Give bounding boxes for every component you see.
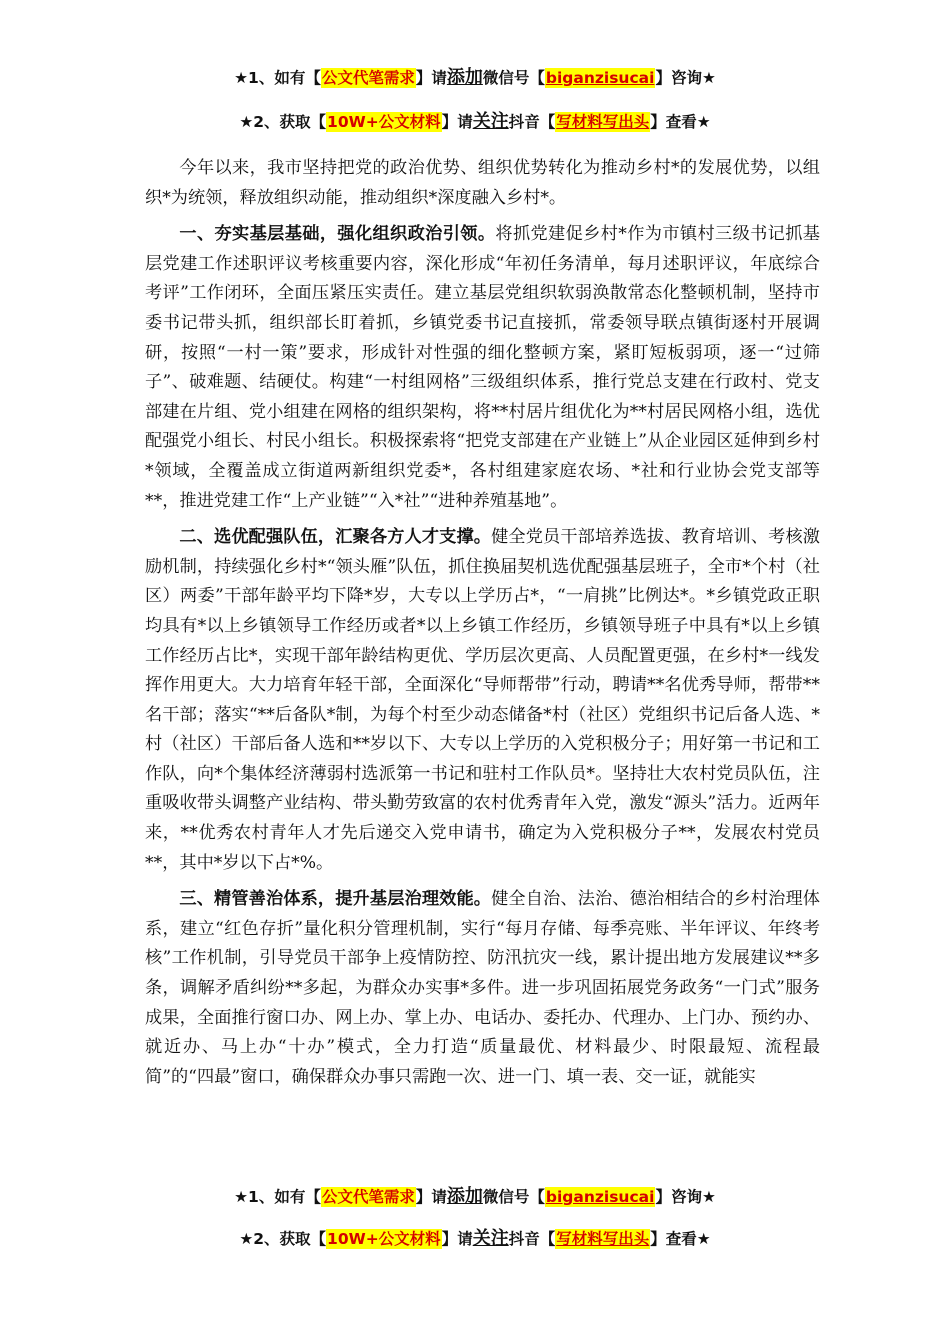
banner-highlight: 10W+公文材料 bbox=[327, 113, 441, 131]
banner-text: 抖音【 bbox=[508, 113, 556, 131]
banner-text: 微信号【 bbox=[482, 1188, 545, 1206]
top-banner-line-1 bbox=[0, 66, 950, 90]
section-heading: 三、精管善治体系，提升基层治理效能。 bbox=[179, 889, 492, 910]
section-paragraph-1 bbox=[145, 220, 820, 516]
section-body: 健全自治、法治、德治相结合的乡村治理体系，建立“红色存折”量化积分管理机制，实行“每月存储、每季亮账、半年评议、年终考核”工作机制，引导党员干部争上疫情防控、防汛抗灾一线，累计提出地方发展建议**多条，调解矛盾纠纷**多起，为群众办实事*多件。进一步巩固拓展党务政务“一门式”服务成果，全面推行窗口办、网上办、掌上办、电话办、委托办、代理办、上门办、预约办、就近办、马上办“十办”模式，全力打造“质量最优、材料最少、时限最短、流程最简”的“四最”窗口，确保群众办事只需跑一次、进一门、填一表、交一证，就能实 bbox=[145, 889, 820, 1087]
banner-text: 】查看★ bbox=[650, 1230, 711, 1248]
banner-highlight: 10W+公文材料 bbox=[327, 1230, 441, 1248]
banner-highlight: 公文代笔需求 bbox=[321, 69, 415, 87]
banner-text: 】请 bbox=[441, 113, 473, 131]
banner-text: 】请 bbox=[415, 69, 447, 87]
banner-emphasis: 添加 bbox=[446, 1186, 483, 1207]
douyin-account-link[interactable]: 写材料写出头 bbox=[556, 1230, 650, 1248]
banner-highlight: 公文代笔需求 bbox=[321, 1188, 415, 1206]
wechat-id-link[interactable]: biganzisucai bbox=[545, 1188, 655, 1206]
bottom-banner-line-1 bbox=[0, 1185, 950, 1209]
banner-text: ★2、获取【 bbox=[239, 113, 327, 131]
banner-text: 微信号【 bbox=[482, 69, 545, 87]
banner-emphasis: 添加 bbox=[446, 67, 483, 88]
douyin-account-link[interactable]: 写材料写出头 bbox=[556, 113, 650, 131]
banner-emphasis: 关注 bbox=[472, 1228, 509, 1249]
section-paragraph-3 bbox=[145, 885, 820, 1092]
banner-text: 】请 bbox=[415, 1188, 447, 1206]
banner-emphasis: 关注 bbox=[472, 111, 509, 132]
banner-text: ★1、如有【 bbox=[234, 69, 321, 87]
top-banner-line-2 bbox=[0, 110, 950, 134]
banner-text: 】咨询★ bbox=[655, 1188, 716, 1206]
section-heading: 二、选优配强队伍，汇聚各方人才支撑。 bbox=[179, 527, 492, 548]
banner-text: 抖音【 bbox=[508, 1230, 556, 1248]
banner-text: 】查看★ bbox=[650, 113, 711, 131]
banner-text: ★2、获取【 bbox=[239, 1230, 327, 1248]
section-body: 将抓党建促乡村*作为市镇村三级书记抓基层党建工作述职评议考核重要内容，深化形成“年初任务清单，每月述职评议，年底综合考评”工作闭环，全面压紧压实责任。建立基层党组织软弱涣散常态化整顿机制，坚持市委书记带头抓，组织部长盯着抓，乡镇党委书记直接抓，常委领导联点镇街逐村开展调研，按照“一村一策”要求，形成针对性强的细化整顿方案，紧盯短板弱项，逐一“过筛子”、破难题、结硬仗。构建“一村组网格”三级组织体系，推行党总支建在行政村、党支部建在片组、党小组建在网格的组织架构，将**村居片组优化为**村居民网格小组，选优配强党小组长、村民小组长。积极探索将“把党支部建在产业链上”从企业园区延伸到乡村*领域，全覆盖成立街道两新组织党委*，各村组建家庭农场、*社和行业协会党支部等**，推进党建工作“上产业链”“入*社”“进种养殖基地”。 bbox=[145, 224, 820, 511]
wechat-id-link[interactable]: biganzisucai bbox=[545, 69, 655, 87]
banner-text: ★1、如有【 bbox=[234, 1188, 321, 1206]
document-body bbox=[145, 154, 820, 1099]
bottom-banner-line-2 bbox=[0, 1227, 950, 1251]
section-paragraph-2 bbox=[145, 523, 820, 878]
section-heading: 一、夯实基层基础，强化组织政治引领。 bbox=[179, 224, 496, 245]
intro-paragraph: 今年以来，我市坚持把党的政治优势、组织优势转化为推动乡村*的发展优势，以组织*为统领，释放组织动能，推动组织*深度融入乡村*。 bbox=[145, 158, 820, 208]
banner-text: 】请 bbox=[441, 1230, 473, 1248]
section-body: 健全党员干部培养选拔、教育培训、考核激励机制，持续强化乡村*“领头雁”队伍，抓住换届契机选优配强基层班子，全市*个村（社区）两委”干部年龄平均下降*岁，大专以上学历占*，“一肩挑”比例达*。*乡镇党政正职均具有*以上乡镇领导工作经历或者*以上乡镇工作经历，乡镇领导班子中具有*以上乡镇工作经历占比*，实现干部年龄结构更优、学历层次更高、人员配置更强，在乡村*一线发挥作用更大。大力培育年轻干部，全面深化“导师帮带”行动，聘请**名优秀导师，帮带**名干部；落实“**后备队*制，为每个村至少动态储备*村（社区）党组织书记后备人选、*村（社区）干部后备人选和**岁以下、大专以上学历的入党积极分子；用好第一书记和工作队，向*个集体经济薄弱村选派第一书记和驻村工作队员*。坚持壮大农村党员队伍，注重吸收带头调整产业结构、带头勤劳致富的农村优秀青年入党，激发“源头”活力。近两年来，**优秀农村青年人才先后递交入党申请书，确定为入党积极分子**，发展农村党员**，其中*岁以下占*%。 bbox=[145, 527, 820, 873]
banner-text: 】咨询★ bbox=[655, 69, 716, 87]
